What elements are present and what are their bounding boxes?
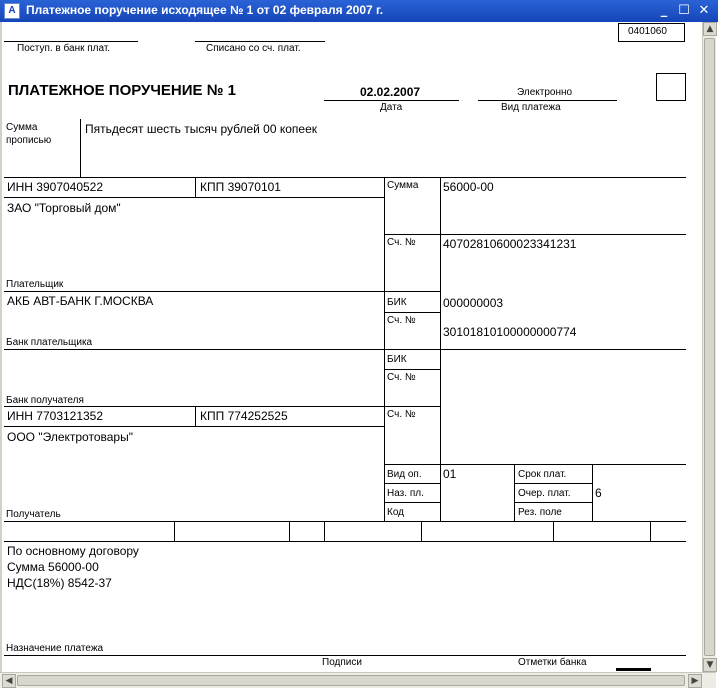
payer-bank-label: Банк плательщика (6, 337, 93, 348)
grid-line (195, 406, 196, 426)
vertical-scrollbar[interactable] (702, 22, 716, 672)
payer-bank-bik-label: БИК (387, 297, 407, 308)
app-icon: A (4, 3, 20, 19)
payer-account: 40702810600023341231 (443, 237, 577, 251)
priority-label: Очер. плат. (518, 488, 571, 499)
payee-account-label: Сч. № (387, 409, 416, 420)
grid-line (4, 521, 686, 522)
received-line (4, 41, 138, 42)
grid-line (4, 406, 440, 407)
payer-bank-account-label: Сч. № (387, 315, 416, 326)
scroll-right-icon[interactable]: ▶ (688, 674, 702, 688)
date-label: Дата (380, 102, 403, 113)
priority-value: 6 (595, 486, 602, 500)
payee-bank-bik-label: БИК (387, 354, 407, 365)
purpose-line: Сумма 56000-00 (7, 560, 99, 574)
code-label: Код (387, 507, 405, 518)
grid-line (384, 464, 686, 465)
document-heading: ПЛАТЕЖНОЕ ПОРУЧЕНИЕ № 1 (8, 82, 236, 99)
grid-line (514, 483, 592, 484)
payee-bank-account-label: Сч. № (387, 372, 416, 383)
term-label: Срок плат. (518, 469, 567, 480)
date-line (324, 100, 459, 101)
payer-account-label: Сч. № (387, 237, 416, 248)
payer-bank-name: АКБ АВТ-БАНК Г.МОСКВА (7, 294, 154, 308)
scroll-up-icon[interactable]: ▲ (703, 22, 717, 36)
grid-line (384, 369, 440, 370)
amount-words-label-2: прописью (6, 135, 52, 146)
purpose-code-label: Наз. пл. (387, 488, 424, 499)
amount-words-label-1: Сумма (6, 122, 38, 133)
op-type-value: 01 (443, 467, 457, 481)
sum-label: Сумма (387, 180, 419, 191)
payee-name: ООО "Электротовары" (7, 430, 133, 444)
received-label: Поступ. в банк плат. (17, 43, 111, 54)
grid-line (4, 655, 686, 656)
payment-type-value: Электронно (517, 87, 573, 98)
grid-line (4, 197, 384, 198)
horizontal-scroll-thumb[interactable] (17, 675, 685, 686)
grid-line (174, 521, 175, 541)
grid-line (4, 349, 686, 350)
window-title: Платежное поручение исходящее № 1 от 02 февраля 2007 г. (26, 3, 384, 17)
form-code: 0401060 (628, 26, 667, 37)
debited-line (195, 41, 325, 42)
payer-bank-corr-account: 30101810100000000774 (443, 325, 577, 339)
payment-type-label: Вид платежа (501, 102, 561, 113)
payer-bank-bik: 000000003 (443, 296, 504, 310)
payee-inn: ИНН 7703121352 (7, 409, 104, 423)
grid-line (514, 464, 515, 521)
window-titlebar[interactable] (0, 0, 718, 22)
scroll-down-icon[interactable]: ▼ (703, 658, 717, 672)
vertical-scroll-thumb[interactable] (704, 38, 715, 656)
grid-line (289, 521, 290, 541)
bank-marks-label: Отметки банка (518, 657, 587, 668)
payee-label: Получатель (6, 509, 61, 520)
payer-kpp: КПП 39070101 (200, 180, 281, 194)
date-value: 02.02.2007 (360, 85, 421, 99)
close-icon[interactable]: ✕ (698, 3, 710, 18)
minimize-icon[interactable]: _ (660, 3, 668, 18)
op-type-label: Вид оп. (387, 469, 422, 480)
amount-words: Пятьдесят шесть тысяч рублей 00 копеек (85, 122, 318, 136)
maximize-icon[interactable]: ☐ (678, 3, 690, 18)
grid-line (4, 291, 440, 292)
grid-line (592, 464, 593, 521)
horizontal-scrollbar[interactable] (0, 672, 716, 688)
status-box (656, 73, 686, 101)
signatures-label: Подписи (322, 657, 362, 668)
payer-label: Плательщик (6, 279, 64, 290)
divider (80, 119, 81, 177)
grid-line (384, 502, 440, 503)
grid-line (4, 541, 686, 542)
reserve-label: Рез. поле (518, 507, 562, 518)
payee-kpp: КПП 774252525 (200, 409, 288, 423)
grid-line (553, 521, 554, 541)
grid-line (384, 483, 440, 484)
grid-line (421, 521, 422, 541)
purpose-label: Назначение платежа (6, 643, 104, 654)
payer-name: ЗАО "Торговый дом" (7, 201, 121, 215)
purpose-line: По основному договору (7, 544, 139, 558)
purpose-line: НДС(18%) 8542-37 (7, 576, 112, 590)
sum-value: 56000-00 (443, 180, 494, 194)
payment-type-line (478, 100, 617, 101)
payer-inn: ИНН 3907040522 (7, 180, 104, 194)
payee-bank-label: Банк получателя (6, 395, 84, 406)
scroll-left-icon[interactable]: ◀ (2, 674, 16, 688)
grid-line (384, 234, 686, 235)
grid-line (514, 502, 592, 503)
grid-line (195, 177, 196, 197)
grid-line (324, 521, 325, 541)
grid-line (4, 426, 384, 427)
debited-label: Списано со сч. плат. (206, 43, 301, 54)
grid-line (650, 521, 651, 541)
signature-mark (616, 668, 651, 671)
grid-line (4, 177, 686, 178)
grid-line (384, 312, 440, 313)
